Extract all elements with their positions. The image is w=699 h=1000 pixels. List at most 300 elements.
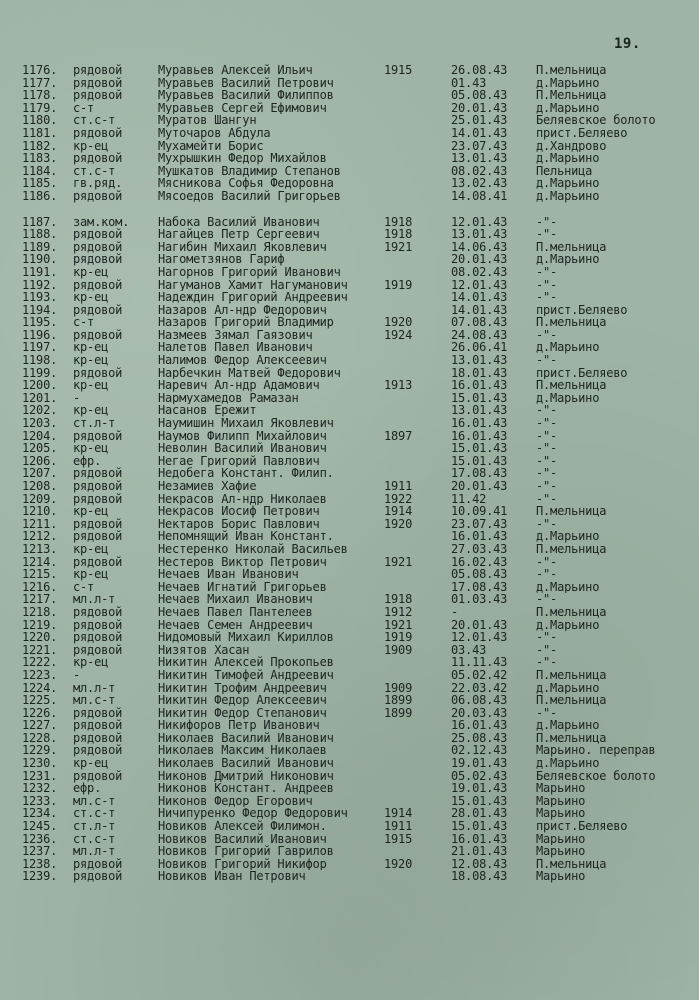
row-number: 1182. <box>22 138 58 153</box>
row-name: Нарбечкин Матвей Федорович <box>158 366 341 380</box>
row-rank: рядовой <box>73 302 123 317</box>
row-date: 01.03.43 <box>451 592 508 607</box>
row-rank: ст.л-т <box>73 819 116 834</box>
row-rank: рядовой <box>73 516 123 531</box>
row-name: Муратов Шангун <box>158 114 257 127</box>
row-number: 1194. <box>22 302 58 317</box>
row-rank: рядовой <box>73 529 123 544</box>
row-place: д.Марьино <box>536 101 600 115</box>
row-birth-year: 1922 <box>384 491 413 506</box>
row-date: 15.01.43 <box>451 819 508 834</box>
row-name: Муравьев Василий Филиппов <box>158 89 334 102</box>
row-name: Мушкатов Владимир Степанов <box>158 164 341 178</box>
row-number: 1221. <box>22 642 58 657</box>
row-place: д.Марьино <box>536 530 600 543</box>
list-row <box>0 694 699 707</box>
row-date: 20.01.43 <box>451 479 508 493</box>
row-rank: кр-ец <box>73 441 109 456</box>
row-number: 1204. <box>22 428 58 443</box>
row-birth-year: 1919 <box>384 630 413 645</box>
row-date: 24.08.43 <box>451 327 508 342</box>
row-name: Нагайцев Петр Сергеевич <box>158 228 320 241</box>
row-name: Незамиев Хафие <box>158 480 257 493</box>
row-name: Муравьев Сергей Ефимович <box>158 101 327 115</box>
list-row <box>0 845 699 858</box>
row-name: Нагуманов Хамит Нагуманович <box>158 278 348 292</box>
row-number: 1192. <box>22 277 58 292</box>
row-place: прист.Беляево <box>536 820 628 833</box>
row-name: Никифоров Петр Иванович <box>158 719 320 732</box>
row-place: -"- <box>536 480 558 493</box>
row-place: -"- <box>536 593 558 606</box>
row-name: Новиков Алексей Филимон. <box>158 820 327 833</box>
row-name: Нечаев Семен Андреевич <box>158 618 313 632</box>
row-date: 11.11.43 <box>451 655 508 670</box>
row-date: 21.01.43 <box>451 844 508 859</box>
row-rank: ст.л-т <box>73 416 116 431</box>
list-row <box>0 304 699 317</box>
row-number: 1187. <box>22 214 58 229</box>
row-name: Нечаев Иван Иванович <box>158 568 299 581</box>
row-rank: рядовой <box>73 856 123 871</box>
row-name: Налимов Федор Алексеевич <box>158 354 327 367</box>
row-rank: рядовой <box>73 365 123 380</box>
row-date: 28.01.43 <box>451 806 508 821</box>
row-date: 05.08.43 <box>451 88 508 103</box>
row-rank: рядовой <box>73 188 123 203</box>
row-rank: кр-ец <box>73 504 109 519</box>
row-place: д.Марьино <box>536 341 600 355</box>
row-place: П.мельница <box>536 668 607 682</box>
list-row <box>0 782 699 795</box>
row-rank: рядовой <box>73 428 123 443</box>
row-number: 1188. <box>22 227 58 242</box>
row-name: Наумов Филипп Михайлович <box>158 429 327 443</box>
row-rank: рядовой <box>73 730 123 745</box>
list-row <box>0 480 699 493</box>
row-number: 1222. <box>22 655 58 670</box>
row-place: -"- <box>536 215 558 229</box>
row-number: 1197. <box>22 340 58 355</box>
row-place: Марьино <box>536 807 586 821</box>
row-date: 16.02.43 <box>451 554 508 569</box>
row-date: - <box>451 604 459 619</box>
row-rank: кр-ец <box>73 378 109 393</box>
row-place: -"- <box>536 228 558 241</box>
row-number: 1196. <box>22 327 58 342</box>
row-birth-year: 1918 <box>384 592 413 607</box>
row-rank: мл.л-т <box>73 592 116 607</box>
row-date: 05.02.42 <box>451 667 508 682</box>
row-date: 17.08.43 <box>451 466 508 481</box>
row-birth-year: 1915 <box>384 831 413 846</box>
row-place: д.Марьино <box>536 681 600 695</box>
row-name: Никитин Федор Степанович <box>158 706 327 720</box>
row-place: Беляевское болото <box>536 769 656 783</box>
row-place: -"- <box>536 631 558 644</box>
row-name: Новиков Григорий Гаврилов <box>158 845 334 858</box>
row-place: П.мельница <box>536 731 607 745</box>
row-place: д.Марьино <box>536 253 600 266</box>
list-row <box>0 266 699 279</box>
row-place: -"- <box>536 555 558 569</box>
row-place: П.мельница <box>536 505 607 518</box>
row-rank: рядовой <box>73 743 123 758</box>
row-name: Некрасов Ал-ндр Николаев <box>158 492 327 506</box>
row-rank: рядовой <box>73 252 123 267</box>
row-number: 1226. <box>22 705 58 720</box>
row-date: 12.08.43 <box>451 856 508 871</box>
row-name: Нечаев Павел Пантелеев <box>158 605 313 619</box>
row-rank: мл.л-т <box>73 844 116 859</box>
row-name: Николаев Василий Иванович <box>158 731 334 745</box>
row-name: Налетов Павел Иванович <box>158 341 313 355</box>
row-name: Новиков Григорий Никифор <box>158 857 327 871</box>
row-name: Никонов Констант. Андреев <box>158 782 334 795</box>
row-rank: рядовой <box>73 718 123 733</box>
row-place: прист.Беляево <box>536 126 628 140</box>
row-rank: рядовой <box>73 466 123 481</box>
row-name: Низятов Хасан <box>158 643 250 657</box>
row-place: П.мельница <box>536 694 607 707</box>
row-date: 14.01.43 <box>451 125 508 140</box>
row-number: 1223. <box>22 667 58 682</box>
row-rank: ефр. <box>73 453 102 468</box>
row-birth-year: 1899 <box>384 693 413 708</box>
row-place: -"- <box>536 568 558 581</box>
row-name: Нестеров Виктор Петрович <box>158 555 327 569</box>
row-date: 26.06.41 <box>451 340 508 355</box>
row-name: Нагорнов Григорий Иванович <box>158 265 341 279</box>
row-rank: рядовой <box>73 642 123 657</box>
row-number: 1177. <box>22 75 58 90</box>
list-row <box>0 631 699 644</box>
row-place: д.Марьино <box>536 152 600 165</box>
row-name: Новиков Василий Иванович <box>158 832 327 846</box>
row-name: Нечаев Михаил Иванович <box>158 593 313 606</box>
row-rank: с-т <box>73 100 95 115</box>
row-birth-year: 1920 <box>384 516 413 531</box>
row-number: 1183. <box>22 151 58 166</box>
row-rank: кр-ец <box>73 655 109 670</box>
row-birth-year: 1918 <box>384 214 413 229</box>
row-number: 1236. <box>22 831 58 846</box>
row-number: 1193. <box>22 290 58 305</box>
row-rank: рядовой <box>73 327 123 342</box>
row-place: Марьино <box>536 845 586 858</box>
row-place: П.мельница <box>536 605 607 619</box>
row-date: 10.09.41 <box>451 504 508 519</box>
row-place: д.Марьино <box>536 189 600 203</box>
row-rank: рядовой <box>73 88 123 103</box>
row-date: 25.01.43 <box>451 113 508 128</box>
row-place: Марьино. переправ <box>536 744 656 758</box>
row-birth-year: 1909 <box>384 680 413 695</box>
row-place: д.Марьино <box>536 618 600 632</box>
row-place: -"- <box>536 706 558 720</box>
row-place: -"- <box>536 291 558 304</box>
row-name: Никитин Тимофей Андреевич <box>158 668 334 682</box>
list-row <box>0 757 699 770</box>
list-row <box>0 669 699 682</box>
row-number: 1230. <box>22 756 58 771</box>
row-name: Мясоедов Василий Григорьев <box>158 189 341 203</box>
row-rank: с-т <box>73 579 95 594</box>
row-date: 16.01.43 <box>451 718 508 733</box>
row-rank: кр-ец <box>73 138 109 153</box>
row-number: 1203. <box>22 416 58 431</box>
row-number: 1179. <box>22 100 58 115</box>
row-date: 08.02.43 <box>451 264 508 279</box>
row-date: 15.01.43 <box>451 390 508 405</box>
row-number: 1201. <box>22 390 58 405</box>
row-date: 18.08.43 <box>451 869 508 884</box>
row-date: 12.01.43 <box>451 630 508 645</box>
row-date: 14.06.43 <box>451 239 508 254</box>
row-place: -"- <box>536 265 558 279</box>
row-number: 1202. <box>22 403 58 418</box>
row-name: Непомнящий Иван Констант. <box>158 530 334 543</box>
row-rank: ефр. <box>73 781 102 796</box>
list-row <box>0 442 699 455</box>
row-place: д.Марьино <box>536 757 600 770</box>
row-rank: рядовой <box>73 125 123 140</box>
row-number: 1232. <box>22 781 58 796</box>
row-birth-year: 1912 <box>384 604 413 619</box>
row-place: прист.Беляево <box>536 366 628 380</box>
row-rank: зам.ком. <box>73 214 130 229</box>
row-number: 1205. <box>22 441 58 456</box>
row-date: 20.01.43 <box>451 252 508 267</box>
row-date: 17.08.43 <box>451 579 508 594</box>
row-name: Никитин Алексей Прокопьев <box>158 656 334 669</box>
row-date: 06.08.43 <box>451 693 508 708</box>
row-date: 08.02.43 <box>451 163 508 178</box>
row-place: Пельница <box>536 164 593 178</box>
row-number: 1228. <box>22 730 58 745</box>
row-date: 05.02.43 <box>451 768 508 783</box>
list-row <box>0 568 699 581</box>
row-date: 22.03.42 <box>451 680 508 695</box>
row-name: Николаев Василий Иванович <box>158 757 334 770</box>
row-birth-year: 1918 <box>384 227 413 242</box>
list-row <box>0 152 699 165</box>
row-place: -"- <box>536 643 558 657</box>
row-number: 1184. <box>22 163 58 178</box>
row-date: 25.08.43 <box>451 730 508 745</box>
row-name: Мухамейти Борис <box>158 139 264 153</box>
row-place: Марьино <box>536 832 586 846</box>
row-place: П.мельница <box>536 316 607 329</box>
row-place: -"- <box>536 442 558 455</box>
row-birth-year: 1920 <box>384 315 413 330</box>
row-birth-year: 1914 <box>384 806 413 821</box>
row-number: 1234. <box>22 806 58 821</box>
row-place: -"- <box>536 354 558 367</box>
row-rank: кр-ец <box>73 567 109 582</box>
row-birth-year: 1911 <box>384 479 413 493</box>
row-place: П.мельница <box>536 542 607 556</box>
row-number: 1189. <box>22 239 58 254</box>
row-date: 13.02.43 <box>451 176 508 191</box>
row-number: 1186. <box>22 188 58 203</box>
row-place: -"- <box>536 517 558 531</box>
row-name: Надеждин Григорий Андреевич <box>158 291 348 304</box>
list-row <box>0 316 699 329</box>
row-number: 1220. <box>22 630 58 645</box>
row-number: 1237. <box>22 844 58 859</box>
row-date: 27.03.43 <box>451 541 508 556</box>
row-date: 15.01.43 <box>451 441 508 456</box>
row-date: 16.01.43 <box>451 378 508 393</box>
row-name: Никитин Трофим Андреевич <box>158 681 327 695</box>
row-place: д.Марьино <box>536 580 600 594</box>
row-place: П.мельница <box>536 240 607 254</box>
row-name: Нагометзянов Гариф <box>158 253 285 266</box>
row-number: 1207. <box>22 466 58 481</box>
row-number: 1181. <box>22 125 58 140</box>
list-row <box>0 127 699 140</box>
row-date: 16.01.43 <box>451 831 508 846</box>
row-date: 20.01.43 <box>451 100 508 115</box>
row-date: 23.07.43 <box>451 138 508 153</box>
row-place: П.мельница <box>536 857 607 871</box>
page-number: 19. <box>614 36 641 52</box>
row-date: 14.08.41 <box>451 188 508 203</box>
row-number: 1209. <box>22 491 58 506</box>
row-rank: рядовой <box>73 705 123 720</box>
row-number: 1210. <box>22 504 58 519</box>
row-date: 13.01.43 <box>451 151 508 166</box>
row-place: д.Марьино <box>536 76 600 90</box>
row-rank: ст.с-т <box>73 831 116 846</box>
row-name: Нидомовый Михаил Кириллов <box>158 631 334 644</box>
row-date: 12.01.43 <box>451 277 508 292</box>
row-date: 15.01.43 <box>451 793 508 808</box>
list-row <box>0 543 699 556</box>
list-row <box>0 89 699 102</box>
row-name: Николаев Максим Николаев <box>158 744 327 758</box>
row-rank: с-т <box>73 315 95 330</box>
row-name: Муточаров Абдула <box>158 126 271 140</box>
row-rank: мл.с-т <box>73 693 116 708</box>
row-rank: ст.с-т <box>73 163 116 178</box>
row-number: 1211. <box>22 516 58 531</box>
row-rank: рядовой <box>73 63 123 77</box>
row-number: 1213. <box>22 541 58 556</box>
row-number: 1195. <box>22 315 58 330</box>
row-name: Нечаев Игнатий Григорьев <box>158 580 327 594</box>
row-rank: кр-ец <box>73 403 109 418</box>
row-name: Недобега Констант. Филип. <box>158 467 334 480</box>
row-date: 02.12.43 <box>451 743 508 758</box>
row-rank: кр-ец <box>73 290 109 305</box>
row-rank: рядовой <box>73 227 123 242</box>
row-rank: рядовой <box>73 239 123 254</box>
row-rank: гв.ряд. <box>73 176 123 191</box>
row-number: 1239. <box>22 869 58 884</box>
row-rank: мл.с-т <box>73 793 116 808</box>
row-date: 15.01.43 <box>451 453 508 468</box>
row-date: 16.01.43 <box>451 428 508 443</box>
list-row <box>0 228 699 241</box>
row-place: д.Марьино <box>536 391 600 405</box>
row-name: Мясникова Софья Федоровна <box>158 177 334 190</box>
row-place: -"- <box>536 278 558 292</box>
row-rank: рядовой <box>73 277 123 292</box>
row-name: Нагибин Михаил Яковлевич <box>158 240 327 254</box>
row-name: Некрасов Иосиф Петрович <box>158 505 320 518</box>
row-name: Никитин Федор Алексеевич <box>158 694 327 707</box>
row-rank: кр-ец <box>73 541 109 556</box>
row-birth-year: 1921 <box>384 554 413 569</box>
row-rank: мл.л-т <box>73 680 116 695</box>
row-birth-year: 1924 <box>384 327 413 342</box>
list-row <box>0 719 699 732</box>
row-number: 1233. <box>22 793 58 808</box>
row-number: 1198. <box>22 353 58 368</box>
list-row <box>0 64 699 77</box>
row-number: 1191. <box>22 264 58 279</box>
row-place: -"- <box>536 454 558 468</box>
row-rank: рядовой <box>73 768 123 783</box>
row-place: -"- <box>536 656 558 669</box>
row-place: -"- <box>536 404 558 418</box>
row-birth-year: 1897 <box>384 428 413 443</box>
row-number: 1215. <box>22 567 58 582</box>
row-birth-year: 1913 <box>384 378 413 393</box>
list-row <box>0 354 699 367</box>
list-row <box>0 505 699 518</box>
row-place: -"- <box>536 328 558 342</box>
row-rank: рядовой <box>73 617 123 632</box>
row-date: 19.01.43 <box>451 781 508 796</box>
row-number: 1190. <box>22 252 58 267</box>
row-name: Неволин Василий Иванович <box>158 442 327 455</box>
list-row <box>0 820 699 833</box>
row-date: 13.01.43 <box>451 353 508 368</box>
row-rank: кр-ец <box>73 340 109 355</box>
row-place: д.Хандрово <box>536 139 607 153</box>
row-name: Наумишин Михаил Яковлевич <box>158 417 334 430</box>
row-name: Никонов Дмитрий Никонович <box>158 769 334 783</box>
row-date: 26.08.43 <box>451 63 508 77</box>
row-date: 16.01.43 <box>451 529 508 544</box>
row-rank: ст.с-т <box>73 806 116 821</box>
row-name: Нармухамедов Рамазан <box>158 391 299 405</box>
row-name: Нестеренко Николай Васильев <box>158 542 348 556</box>
row-birth-year: 1921 <box>384 239 413 254</box>
row-date: 20.03.43 <box>451 705 508 720</box>
row-number: 1227. <box>22 718 58 733</box>
list-row <box>0 770 699 783</box>
row-number: 1212. <box>22 529 58 544</box>
row-number: 1208. <box>22 479 58 493</box>
row-birth-year: 1915 <box>384 63 413 77</box>
row-rank: рядовой <box>73 869 123 884</box>
row-date: 19.01.43 <box>451 756 508 771</box>
row-date: 03.43 <box>451 642 487 657</box>
row-birth-year: 1920 <box>384 856 413 871</box>
row-number: 1231. <box>22 768 58 783</box>
row-birth-year: 1909 <box>384 642 413 657</box>
row-name: Муравьев Василий Петрович <box>158 76 334 90</box>
row-date: 13.01.43 <box>451 227 508 242</box>
row-number: 1185. <box>22 176 58 191</box>
row-rank: - <box>73 390 81 405</box>
row-number: 1238. <box>22 856 58 871</box>
row-name: Назаров Григорий Владимир <box>158 316 334 329</box>
